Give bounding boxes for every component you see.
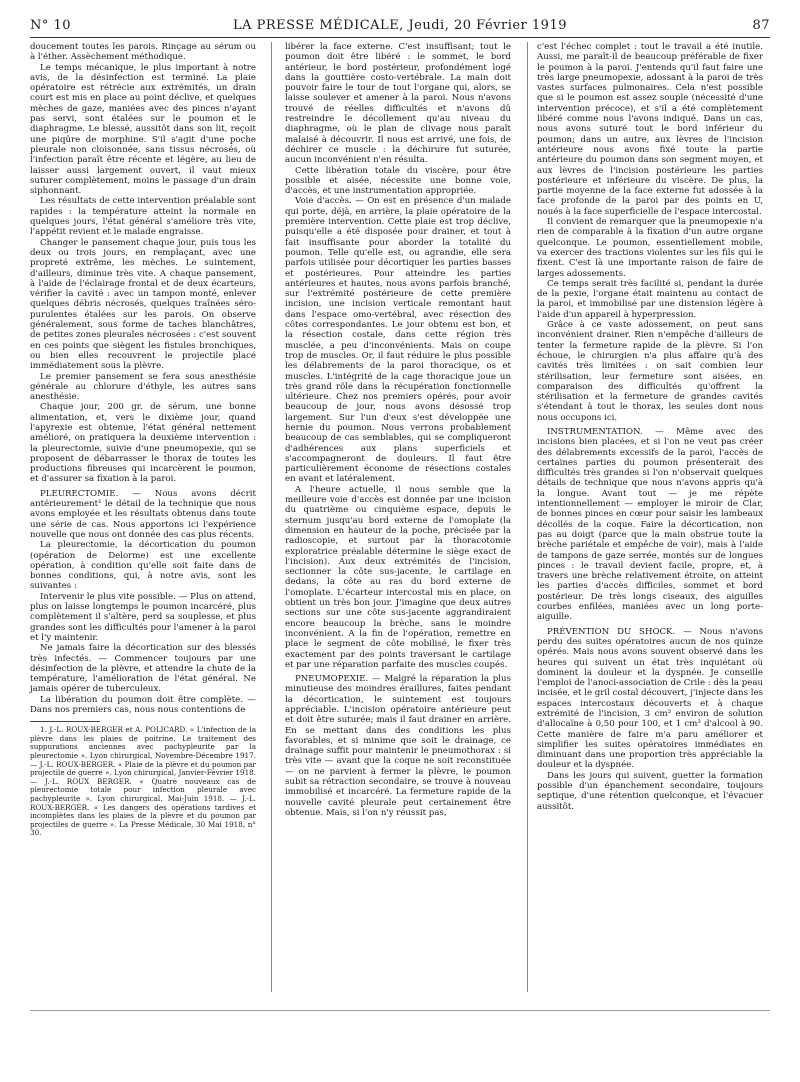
column-1 — [30, 42, 256, 838]
paragraph: Le premier pansement se fera sous anesthésie générale au chlorure d'éthyle, les autres sans anesthésie. — [30, 371, 256, 403]
issue-number: N° 10 — [30, 18, 72, 33]
paragraph: libérer la face externe. C'est insuffisant; tout le poumon doit être libéré : le sommet, le bord antérieur, le bord postérieur, profondément logé dans la gouttière costo-vertébrale. La main doit pouvoir faire le tour de tout l'organe qui, alors, se laisse soulever et amener à la paroi. Nous n'avons trouvé de réelles difficultés et n'avons dû restreindre le décollement qu'au niveau du diaphragme, où le plan de clivage nous paraît malaisé à découvrir. Il nous est arrivé, une fois, de déchirer ce muscle : la déchirure fut suturée, aucun inconvénient n'en résulta. — [285, 42, 511, 166]
section-pneumopexie: PNEUMOPEXIE. — Malgré la réparation la plus minutieuse des moindres éraillures, faites pendant la décortication, le suintement est toujours appréciable. L'incision opératoire antérieure peut et doit être suturée; mais il faut drainer en arrière. En se mettant dans des conditions les plus favorables, et si minime que soit le drainage, ce drainage suffit pour maintenir le pneumothorax : si très vite — avant que la coque ne soit reconstituée — on ne parvient à fermer la plèvre, le poumon subit sa rétraction secondaire, se trouve à nouveau immobilisé et incarcéré. La fermeture rapide de la nouvelle cavité pleurale peut certainement être obtenue. Mais, si l'on n'y réussit pas, — [285, 674, 511, 818]
paragraph: Ne jamais faire la décortication sur des blessés très infectés. — Commencer toujours par une désinfection de la plèvre, et attendre la chute de la température, l'amélioration de l'état général. Ne jamais opérer de tuberculeux. — [30, 643, 256, 695]
journal-title: LA PRESSE MÉDICALE, Jeudi, 20 Février 1919 — [232, 18, 567, 33]
paragraph: Il convient de remarquer que la pneumopexie n'a rien de comparable à la fixation d'un autre organe quelconque. Le poumon, essentiellement mobile, va exercer des tractions violentes sur les fils qui le fixent. C'est là une importante raison de faire de larges adossements. — [537, 217, 763, 279]
paragraph: Intervenir le plus vite possible. — Plus on attend, plus on laisse longtemps le poumon incarcéré, plus complètement il s'altère, perd sa souplesse, et plus grandes sont les difficultés pour l'amener à la paroi et l'y maintenir. — [30, 591, 256, 643]
paragraph: Voie d'accès. — On est en présence d'un malade qui porte, déjà, en arrière, la plaie opératoire de la première intervention. Cette plaie est trop déclive, puisqu'elle a été disposée pour drainer, et tout à fait insuffisante pour aborder la totalité du poumon. Telle qu'elle est, ou agrandie, elle sera parfois utilisée pour décortiquer les parties basses et postérieures. Pour atteindre les parties antérieures et hautes, nous avons parfois branché, sur l'extrémité postérieure de cette première incision, une incision verticale remontant haut dans l'espace omo-vertébral, avec résection des côtes correspondantes. Le jour obtenu est bon, et la résection costale, dans cette région très musclée, a peu d'inconvénients. Mais on coupe trop de muscles. Or, il faut réduire le plus possible les délabrements de la paroi thoracique, os et muscles. L'intégrité de la cage thoracique joue un très grand rôle dans la récupération fonctionnelle ultérieure. Chez nos premiers opérés, pour avoir beaucoup de jour, nous avons désossé trop largement. Sur l'un d'eux s'est développée une hernie du poumon. Nous verrons probablement beaucoup de cas semblables, qui se compliqueront d'adhérences aux plans superficiels et s'accompagneront de douleurs. Il faut être particulièrement économe de résections costales en avant et latéralement. — [285, 196, 511, 485]
paragraph: La libération du poumon doit être complète. — Dans nos premiers cas, nous nous contentions de — [30, 694, 256, 715]
section-pleurectomie: PLEURECTOMIE. — Nous avons décrit antérieurement¹ le détail de la technique que nous avons employée et les résultats obtenus dans toute une série de cas. Nous apportons ici l'expérience nouvelle que nous ont donnée des cas plus récents. — [30, 488, 256, 540]
paragraph: A l'heure actuelle, il nous semble que la meilleure voie d'accès est donnée par une incision du quatrième ou cinquième espace, depuis le sternum jusqu'au bord externe de l'omoplate (la dimension en hauteur de la poche, précisée par la radioscopie, et surtout par la thoracotomie exploratrice préalable détermine le siège exact de l'incision). Aux deux extrémités de l'incision, sectionner la côte sus-jacente, le cartilage en dedans, la côte au ras du bord externe de l'omoplate. L'écarteur intercostal mis en place, on obtient un très bon jour. J'imagine que deux autres sections sur une côte sus-jacente aggrandiraient encore beaucoup la brèche, sans le moindre inconvénient. A la fin de l'opération, remettre en place le segment de côte mobilisé, le fixer très exactement par des points traversant le cartilage et par une réparation parfaite des muscles coupés. — [285, 484, 511, 670]
section-prevention-du-shock: PRÉVENTION DU SHOCK. — Nous n'avons perdu des suites opératoires aucun de nos quinze opérés. Mais nous avons souvent observé dans les heures qui suivent un état très inquiétant où dominent la douleur et la dyspnée. Je conseille l'emploi de l'anoci-association de Crile : dès la peau incisée, et le gril costal découvert, j'injecte dans les espaces intercostaux découverts et à chaque extrémité de l'incision, 3 cm³ environ de solution d'allocaïne à 0,50 pour 100, et 1 cm³ d'alcool à 90. Cette manière de faire m'a paru améliorer et simplifier les suites opératoires immédiates en diminuant dans une proportion très appréciable la douleur et la dyspnée. — [537, 626, 763, 771]
paragraph: Ce temps serait très facilité si, pendant la durée de la pexie, l'organe était maintenu au contact de la paroi, et immobilisé par une distension légère à l'aide d'un appareil à hyperpression. — [537, 278, 763, 320]
section-instrumentation: INSTRUMENTATION. — Même avec des incisions bien placées, et si l'on ne veut pas créer des délabrements excessifs de la paroi, l'accès de certaines parties du poumon présenterait des difficultés très grandes si l'on n'observait quelques détails de technique que nous n'avons appris qu'à la longue. Avant tout — je me répète intentionnellement — employer le miroir de Clar, de bonnes pinces en cœur pour saisir les lambeaux décollés de la coque. Faire la décortication, non pas au doigt (parce que la main obstrue toute la brèche pariétale et empêche de voir), mais à l'aide de tampons de gaze serrée, montés sur de longues pinces : le travail devient facile, propre, et, à travers une brèche relativement étroite, on atteint les parties d'accès difficiles, sommet et bord postérieur. De très longs ciseaux, des aiguilles courbes enfilées, maniées avec un long porte-aiguille. — [537, 426, 763, 623]
page-number: 87 — [752, 18, 770, 33]
column-separator — [271, 42, 272, 992]
paragraph: La pleurectomie, la décortication du poumon (opération de Delorme) est une excellente opération, à condition qu'elle soit faite dans de bonnes conditions, qui, à notre avis, sont les suivantes : — [30, 540, 256, 592]
paragraph: Chaque jour, 200 gr. de sérum, une bonne alimentation, et, vers le dixième jour, quand l'apyrexie est obtenue, l'état général nettement amélioré, on pratiquera la deuxième intervention : la pleurectomie, suivie d'une pneumopexie, qui se proposent de débarrasser le thorax de toutes les productions fibreuses qui incarcèrent le poumon, et d'assurer sa fixation à la paroi. — [30, 402, 256, 485]
column-3 — [537, 42, 763, 812]
column-2 — [285, 42, 511, 818]
paragraph: c'est l'échec complet : tout le travail a été inutile. Aussi, me paraît-il de beaucoup préférable de fixer le poumon à la paroi. J'entends qu'il faut faire une très large pneumopexie, adossant à la paroi de très vastes surfaces pulmonaires. Cela n'est possible que si le poumon est assez souple (nécessité d'une intervention précoce), et s'il a été complètement libéré comme nous l'avons indiqué. Dans un cas, nous avons suturé tout le bord inférieur du poumon; dans un autre, aux lèvres de l'incision antérieure nous avons fixé toute la partie antérieure du poumon dans son segment moyen, et aux lèvres de l'incision postérieure les parties postérieure et inférieure du viscère. De plus, la partie moyenne de la face externe fut adossée à la face profonde de la paroi par des points en U, noués à la face superficielle de l'espace intercostal. — [537, 42, 763, 217]
paragraph: Le temps mécanique, le plus important à notre avis, de la désinfection est terminé. La plaie opératoire est rétrécie aux extrémités, un drain court est mis en place au point déclive, et quelques mèches de gaze, maniées avec des pinces n'ayant pas servi, sont étalées sur le poumon et le diaphragme. Le blessé, aussitôt dans son lit, reçoit une piqûre de morphine. S'il s'agit d'une poche pleurale non cloisonnée, sans tissus nécrosés, où l'infection paraît être récente et légère, au lieu de laisser aussi largement ouvert, il vaut mieux suturer complètement, moins le passage d'un drain siphonnant. — [30, 62, 256, 197]
header-rule — [30, 37, 770, 38]
paragraph: Cette libération totale du viscère, pour être possible et aisée, nécessite une bonne voie, d'accès, et une instrumentation appropriée. — [285, 165, 511, 197]
column-separator — [527, 42, 528, 992]
bottom-rule — [30, 1010, 770, 1011]
footnote-rule — [30, 721, 100, 722]
footnote: 1. J.-L. ROUX-BERGER et A. POLICARD. « L'infection de la plèvre dans les plaies de poitrine. Le traitement des suppurations anciennes avec pachypleurite par la pleurectomie ». Lyon chirurgical, Novembre-Décembre 1917. — J.-L. ROUX-BERGER. « Plaie de la plèvre et du poumon par projectile de guerre ». Lyon chirurgical, Janvier-Février 1918. — J.-L. ROUX BERGER. « Quatre nouveaux cas de pleurectomie totale pour infection pleurale avec pachypleurite ». Lyon chirurgical, Mai-Juin 1918. — J.-L. ROUX-BERGER. « Les dangers des opérations tardives et incomplètes dans les plaies de la plèvre et du poumon par projectiles de guerre ». La Presse Médicale, 30 Mai 1918, n° 30. — [30, 725, 256, 838]
paragraph: Les résultats de cette intervention préalable sont rapides : la température atteint la normale en quelques jours, l'état général s'améliore très vite, l'appétit revient et le malade engraisse. — [30, 196, 256, 238]
paragraph: Grâce à ce vaste adossement, on peut sans inconvénient drainer. Rien n'empêche d'ailleurs de tenter la fermeture rapide de la plèvre. Si l'on échoue, le chirurgien n'a plus affaire qu'à des cavités très limitées : on sait combien leur stérilisation, leur fermeture sont aisées, en comparaison des difficultés qu'offrent la stérilisation et la fermeture de grandes cavités s'étendant à tout le thorax, les seules dont nous nous occupons ici. — [537, 320, 763, 423]
paragraph: doucement toutes les parois. Rinçage au sérum ou à l'éther. Assèchement méthodique. — [30, 42, 256, 63]
paragraph: Dans les jours qui suivent, guetter la formation possible d'un épanchement secondaire, toujours septique, d'une rétention quelconque, et l'évacuer aussitôt. — [537, 770, 763, 812]
paragraph: Changer le pansement chaque jour, puis tous les deux ou trois jours, en remplaçant, avec une propreté extrême, les mèches. Le suintement, d'ailleurs, diminue très vite. A chaque pansement, à l'aide de l'éclairage frontal et de deux écarteurs, vérifier la cavité : avec un tampon monté, enlever quelques débris nécrosés, quelques traînées séro-purulentes étalées sur les parois. On observe généralement, sous forme de taches blanchâtres, de petites zones pleurales nécrosées : c'est souvent en ces points que siègent les fistules bronchiques, ou bien elles recouvrent le projectile placé immédiatement sous la plèvre. — [30, 237, 256, 372]
page-header — [30, 18, 770, 36]
